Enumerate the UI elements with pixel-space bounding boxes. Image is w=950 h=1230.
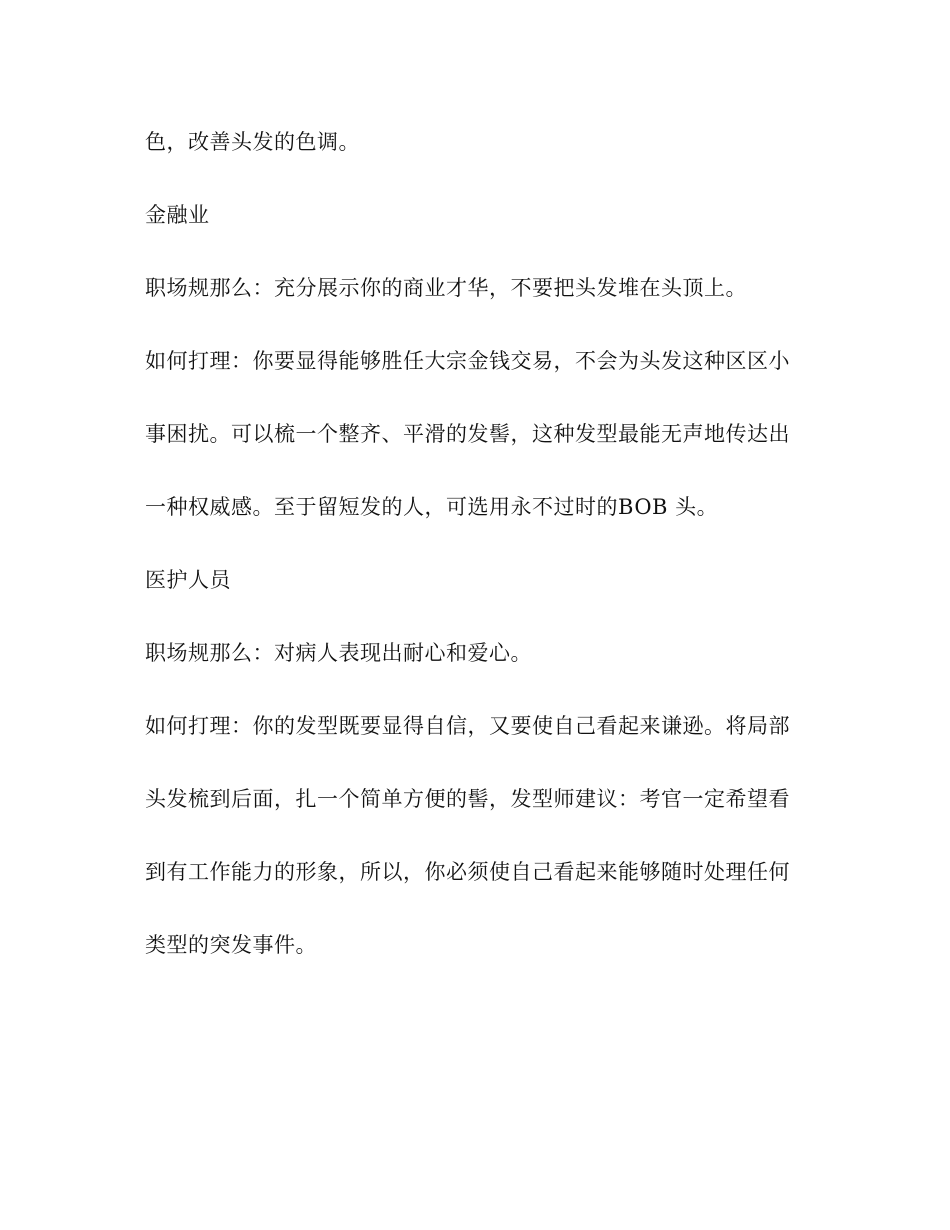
paragraph-line: 职场规那么：充分展示你的商业才华，不要把头发堆在头顶上。 [145,276,747,300]
paragraph-line: 色，改善头发的色调。 [145,130,360,154]
section-heading-finance: 金融业 [145,203,210,227]
paragraph-line: 类型的突发事件。 [145,933,317,957]
paragraph-line: 职场规那么：对病人表现出耐心和爱心。 [145,641,532,665]
paragraph-line: 到有工作能力的形象，所以，你必须使自己看起来能够随时处理任何 [145,860,790,884]
paragraph-line: 一种权威感。至于留短发的人，可选用永不过时的BOB 头。 [145,495,719,519]
section-heading-medical: 医护人员 [145,568,231,592]
paragraph-line: 如何打理：你的发型既要显得自信，又要使自己看起来谦逊。将局部 [145,714,790,738]
paragraph-line: 如何打理：你要显得能够胜任大宗金钱交易，不会为头发这种区区小 [145,349,790,373]
paragraph-line: 事困扰。可以梳一个整齐、平滑的发髻，这种发型最能无声地传达出 [145,422,790,446]
paragraph-line: 头发梳到后面，扎一个简单方便的髻，发型师建议：考官一定希望看 [145,787,790,811]
